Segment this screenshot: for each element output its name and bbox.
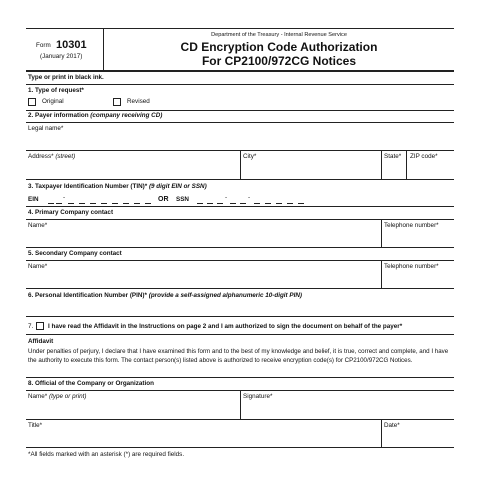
official-name-field[interactable] — [26, 402, 240, 419]
section3-heading-row — [28, 184, 207, 190]
form-title-line2: For CP2100/972CG Notices — [201, 54, 357, 68]
ssn-digit-9 — [287, 203, 293, 204]
primary-name-field[interactable] — [26, 231, 381, 247]
section8-heading: 8. Official of the Company or Organization — [28, 380, 154, 387]
section6-heading-row — [28, 293, 302, 299]
section7-number: 7. — [28, 323, 34, 330]
secondary-phone-label: Telephone number* — [384, 263, 439, 270]
section3-heading: 3. Taxpayer Identification Number (TIN)* — [28, 183, 148, 190]
ein-digit-5 — [90, 203, 96, 204]
ssn-digit-1 — [197, 203, 203, 204]
or-label: OR — [158, 196, 169, 203]
ein-digit-4 — [79, 203, 85, 204]
required-fields-footnote: *All fields marked with an asterisk (*) are required fields. — [28, 451, 185, 458]
ein-digit-7 — [112, 203, 118, 204]
header-bottom-rule — [26, 70, 454, 72]
rule-after-section1 — [26, 110, 454, 111]
ssn-digit-4 — [230, 203, 236, 204]
affidavit-heading: Affidavit — [28, 338, 54, 345]
ink-instructions: Type or print in black ink. — [28, 74, 104, 81]
signature-label: Signature* — [243, 393, 273, 400]
pin-field[interactable] — [26, 302, 454, 316]
section4-heading: 4. Primary Company contact — [28, 209, 114, 216]
section2-heading-row — [28, 113, 162, 119]
form-date: (January 2017) — [40, 53, 83, 60]
secondary-name-label: Name* — [28, 263, 48, 270]
official-name-label-row — [28, 394, 86, 400]
date-field[interactable] — [382, 431, 454, 447]
section3-heading-note: (9 digit EIN or SSN) — [148, 183, 207, 190]
rule-section4-heading — [26, 219, 454, 220]
ssn-separator-1: - — [225, 194, 228, 201]
header-top-rule — [26, 28, 454, 29]
rule-after-name-signature — [26, 419, 454, 420]
primary-phone-label: Telephone number* — [384, 222, 439, 229]
signature-field[interactable] — [241, 402, 454, 419]
state-field[interactable] — [382, 162, 406, 179]
rule-after-section8 — [26, 447, 454, 448]
legal-name-field[interactable] — [26, 134, 454, 150]
form-number: 10301 — [56, 39, 87, 51]
zip-label: ZIP code* — [410, 153, 438, 160]
rule-after-section3 — [26, 206, 454, 207]
ein-separator: - — [63, 194, 66, 201]
section1-heading: 1. Type of request* — [28, 87, 84, 94]
zip-field[interactable] — [407, 162, 454, 179]
ssn-digit-10 — [298, 203, 304, 204]
ein-digit-2 — [56, 203, 62, 204]
date-label: Date* — [384, 422, 400, 429]
revised-label: Revised — [127, 98, 150, 105]
affidavit-text: Under penalties of perjury, I declare that I have examined this form and to the best of my knowledge and belief, it is true, correct and complete, and I have the authority to execute this form. The contact person(s) listed above is authorized to receive encryption code(s) for CP2100/972CG Notices. — [28, 348, 449, 364]
ssn-input-group[interactable] — [197, 194, 307, 204]
ein-input-group[interactable] — [48, 194, 154, 204]
rule-after-affidavit — [26, 377, 454, 378]
address-label-note: (street) — [55, 153, 76, 160]
ssn-separator-2: - — [248, 194, 251, 201]
ein-label: EIN — [28, 196, 39, 203]
section7-statement: I have read the Affidavit in the Instructions on page 2 and I am authorized to sign the document on behalf of the payer* — [48, 323, 403, 330]
ssn-digit-5 — [240, 203, 246, 204]
official-title-label: Title* — [28, 422, 43, 429]
section2-heading-note: (company receiving CD) — [90, 112, 163, 119]
official-title-field[interactable] — [26, 431, 381, 447]
original-label: Original — [42, 98, 64, 105]
rule-after-address — [26, 179, 454, 180]
secondary-phone-field[interactable] — [382, 272, 454, 288]
form-title-line1: CD Encryption Code Authorization — [180, 40, 378, 54]
section6-heading: 6. Personal Identification Number (PIN)* — [28, 292, 147, 299]
official-name-note: (type or print) — [49, 393, 87, 400]
original-checkbox[interactable] — [28, 98, 36, 106]
ein-digit-3 — [68, 203, 74, 204]
ein-digit-10 — [145, 203, 151, 204]
form-prefix: Form — [36, 42, 51, 49]
rule-after-section5 — [26, 288, 454, 289]
ssn-digit-3 — [217, 203, 223, 204]
ssn-digit-6 — [254, 203, 260, 204]
rule-section5-heading — [26, 260, 454, 261]
primary-phone-field[interactable] — [382, 231, 454, 247]
ssn-label: SSN — [176, 196, 189, 203]
city-field[interactable] — [241, 162, 381, 179]
rule-after-section4 — [26, 247, 454, 248]
address-field[interactable] — [26, 162, 240, 179]
ein-digit-6 — [101, 203, 107, 204]
legal-name-label: Legal name* — [28, 125, 64, 132]
address-label-row — [28, 154, 75, 160]
rule-after-section6 — [26, 316, 454, 317]
revised-checkbox[interactable] — [113, 98, 121, 106]
address-label: Address* — [28, 153, 54, 160]
ein-digit-9 — [134, 203, 140, 204]
rule-after-instructions — [26, 84, 454, 85]
section2-heading: 2. Payer information — [28, 112, 89, 119]
ssn-digit-7 — [265, 203, 271, 204]
affidavit-checkbox[interactable] — [36, 322, 44, 330]
rule-section2-heading — [26, 122, 454, 123]
secondary-name-field[interactable] — [26, 272, 381, 288]
rule-after-section7 — [26, 334, 454, 335]
section5-heading: 5. Secondary Company contact — [28, 250, 122, 257]
ssn-digit-2 — [207, 203, 213, 204]
state-label: State* — [384, 153, 402, 160]
official-name-label: Name* — [28, 393, 48, 400]
ein-digit-1 — [48, 203, 54, 204]
primary-name-label: Name* — [28, 222, 48, 229]
department-line: Department of the Treasury - Internal Revenue Service — [211, 32, 347, 38]
city-label: City* — [243, 153, 257, 160]
ein-digit-8 — [123, 203, 129, 204]
ssn-digit-8 — [276, 203, 282, 204]
section6-heading-note: (provide a self-assigned alphanumeric 10-digit PIN) — [148, 292, 302, 299]
